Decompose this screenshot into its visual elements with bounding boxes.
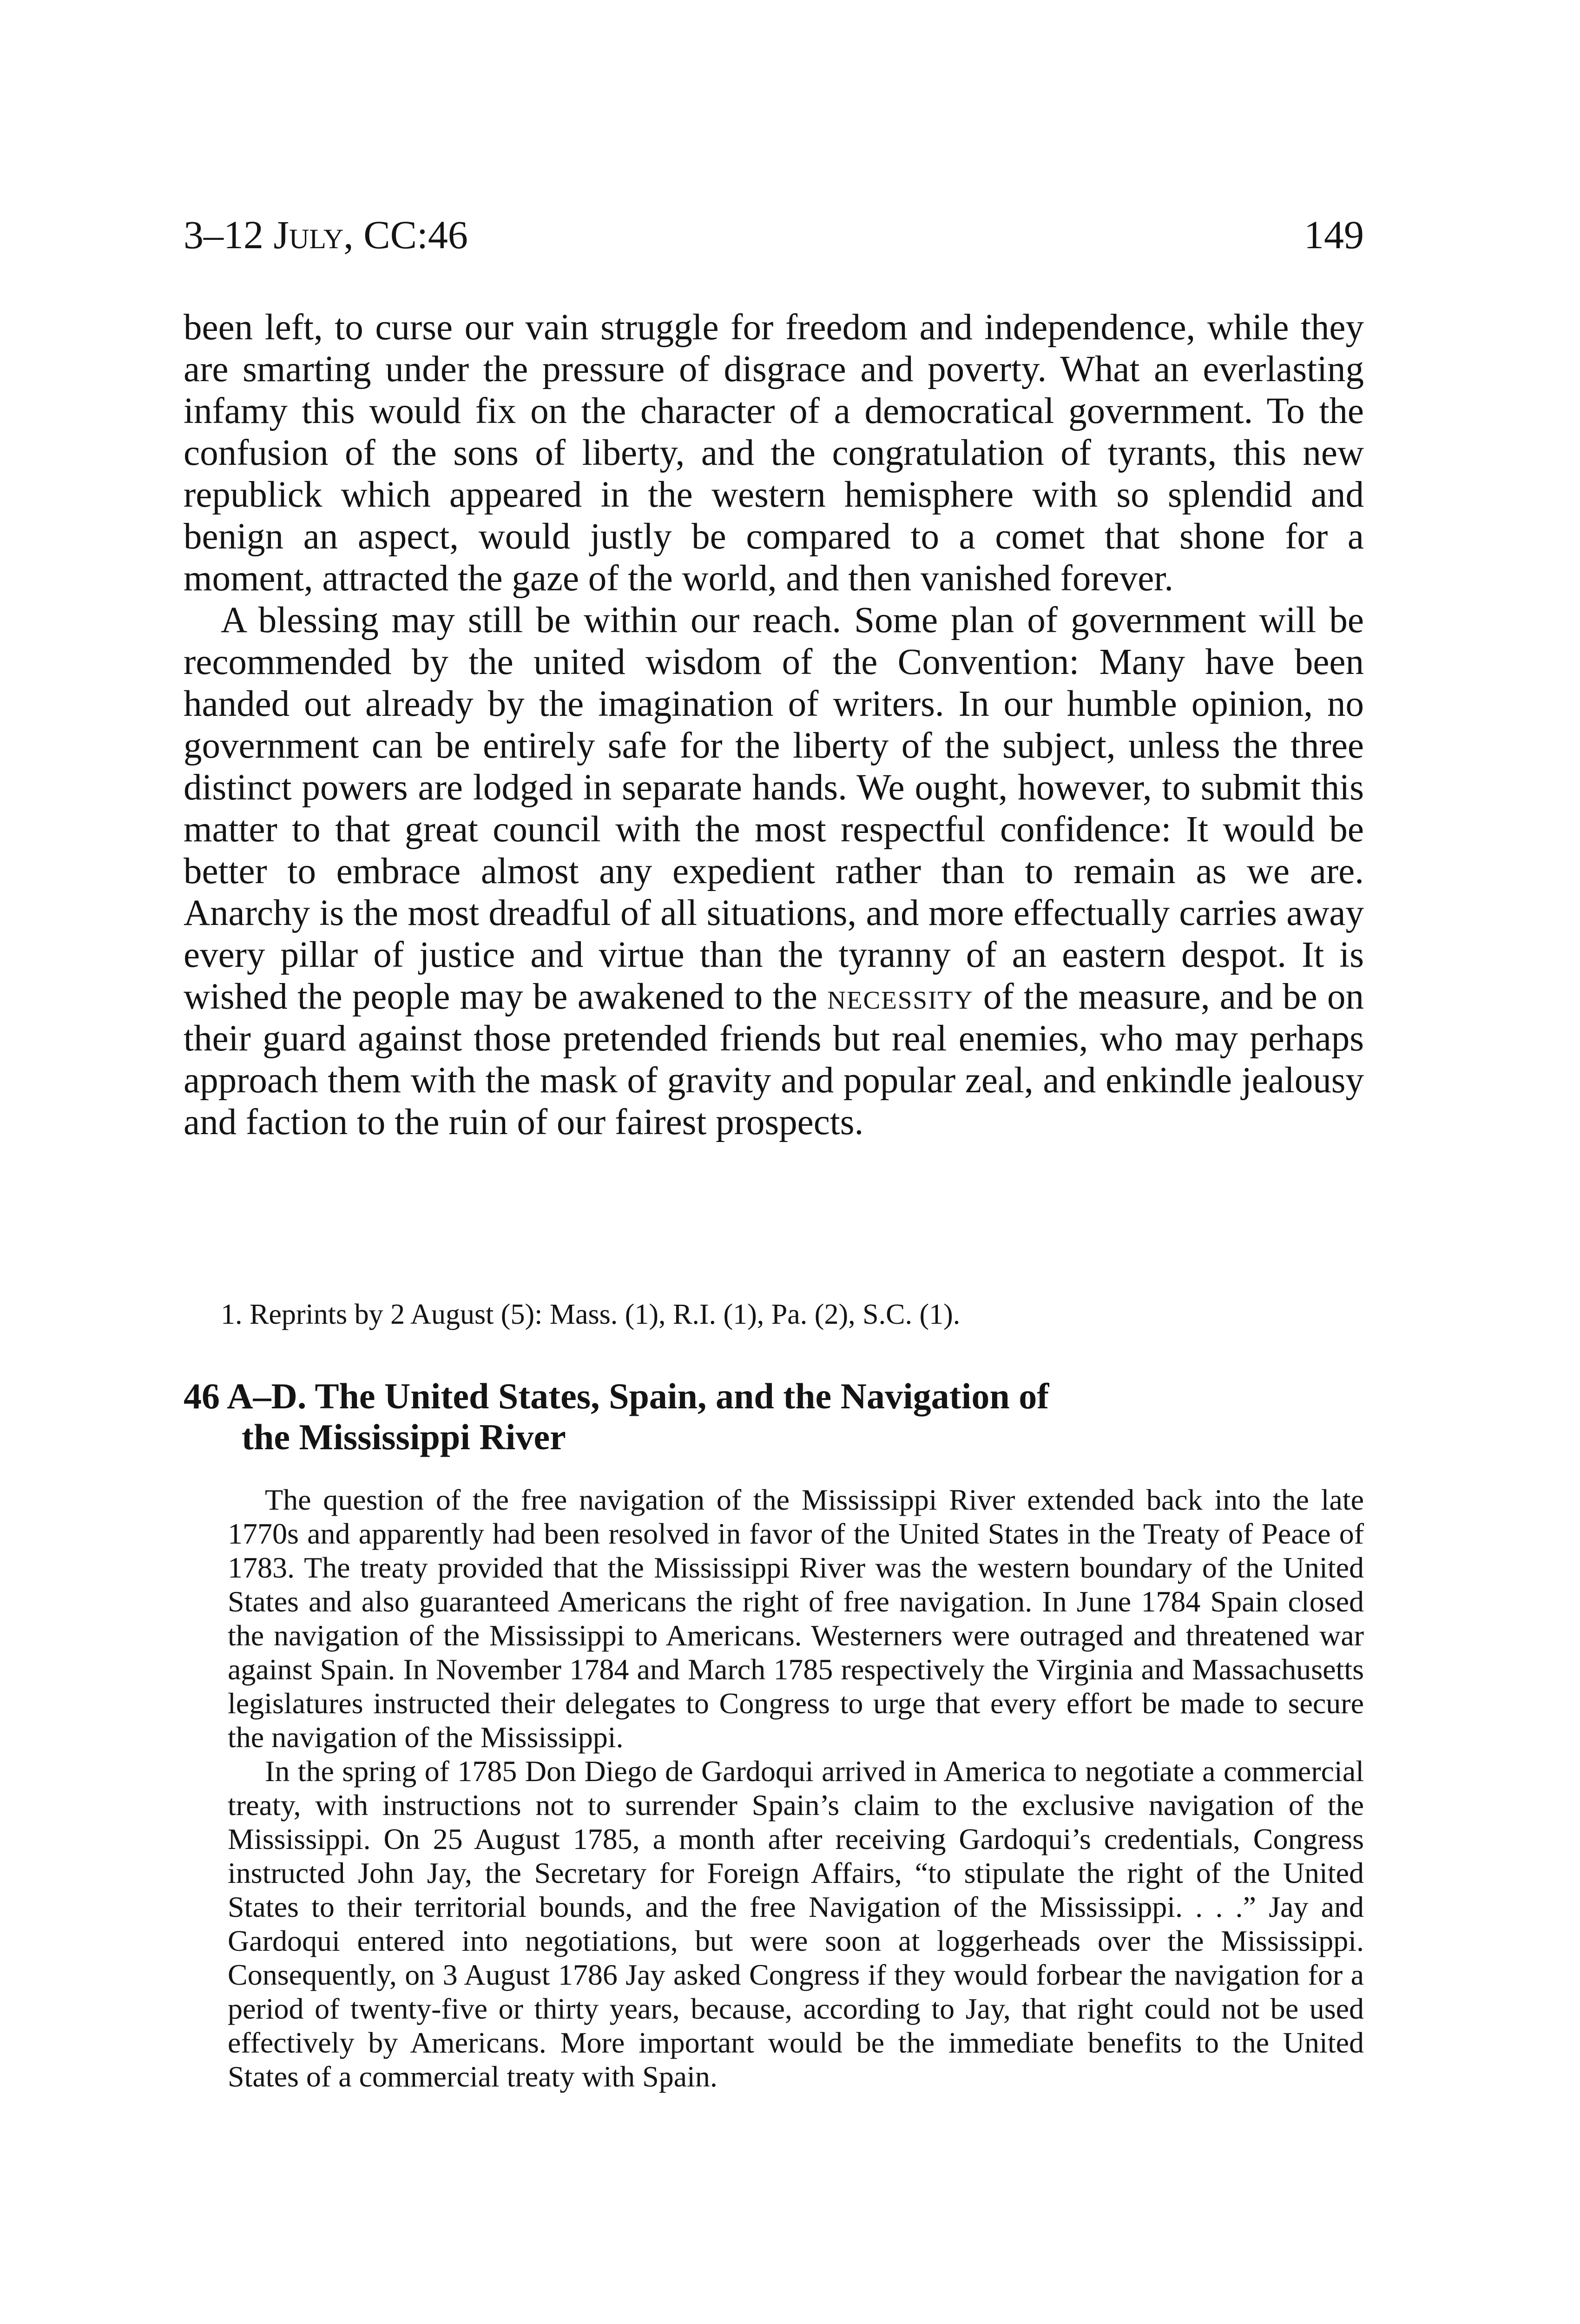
emphasized-word-necessity: necessity [827,977,974,1017]
section-heading-line-2: the Mississippi River [242,1417,566,1457]
main-text [184,307,1364,1143]
body-paragraph-2 [184,600,1364,1143]
section-heading [184,1376,1364,1458]
running-head-document-number: , CC:46 [343,212,468,257]
section-introduction [228,1483,1364,2093]
running-head-citation [184,211,468,258]
body-paragraph-1: been left, to curse our vain struggle for freedom and independence, while they are smarting under the pressure of disgrace and poverty. What an everlasting infamy this would fix on the character of a democratical government. To the confusion of the sons of liberty, and the congratulation of tyrants, this new republick which appeared in the western hemisphere with so splendid and benign an aspect, would justly be compared to a comet that shone for a moment, attracted the gaze of the world, and then vanished forever. [184,307,1364,599]
body-paragraph-2-after: of the measure, and be on their guard against those pretended friends but real enemies, who may perhaps approach them with the mask of gravity and popular zeal, and enkindle jealousy and faction to the ruin of our fairest prospects. [184,977,1364,1142]
running-head [184,211,1364,263]
intro-paragraph-1: The question of the free navigation of the Mississippi River extended back into the late 1770s and apparently had been resolved in favor of the United States in the Treaty of Peace of 1783. The treaty provided that the Mississippi River was the western boundary of the United States and also guaranteed Americans the right of free navigation. In June 1784 Spain closed the navigation of the Mississippi to Americans. Westerners were outraged and threatened war against Spain. In November 1784 and March 1785 respectively the Virginia and Massachusetts legislatures instructed their delegates to Congress to urge that every effort be made to secure the navigation of the Mississippi. [228,1483,1364,1754]
running-head-date-prefix: 3–12 [184,212,274,257]
running-head-month: July [273,212,344,257]
page-number: 149 [1304,212,1364,257]
intro-paragraph-2: In the spring of 1785 Don Diego de Gardoqui arrived in America to negotiate a commercial treaty, with instructions not to surrender Spain’s claim to the exclusive navigation of the Mississippi. On 25 August 1785, a month after receiving Gardoqui’s credentials, Congress instructed John Jay, the Secretary for Foreign Affairs, “to stipulate the right of the United States to their territorial bounds, and the free Navigation of the Mississippi. . . .” Jay and Gardoqui entered into negotiations, but were soon at loggerheads over the Mississippi. Consequently, on 3 August 1786 Jay asked Congress if they would forbear the navigation for a period of twenty-five or thirty years, because, according to Jay, that right could not be used effectively by Americans. More important would be the immediate benefits to the United States of a commercial treaty with Spain. [228,1755,1364,2093]
footnote: 1. Reprints by 2 August (5): Mass. (1), R.I. (1), Pa. (2), S.C. (1). [221,1299,961,1330]
section-heading-line-1: 46 A–D. The United States, Spain, and the Navigation of [184,1376,1049,1416]
body-paragraph-2-before: A blessing may still be within our reach. Some plan of government will be recommended by the united wisdom of the Convention: Many have been handed out already by the imagination of writers. In our humble opinion, no government can be entirely safe for the liberty of the subject, unless the three distinct powers are lodged in separate hands. We ought, however, to submit this matter to that great council with the most respectful confidence: It would be better to embrace almost any expedient rather than to remain as we are. Anarchy is the most dreadful of all situations, and more effectually carries away every pillar of justice and virtue than the tyranny of an eastern despot. It is wished the people may be awakened to the [184,600,1364,1017]
